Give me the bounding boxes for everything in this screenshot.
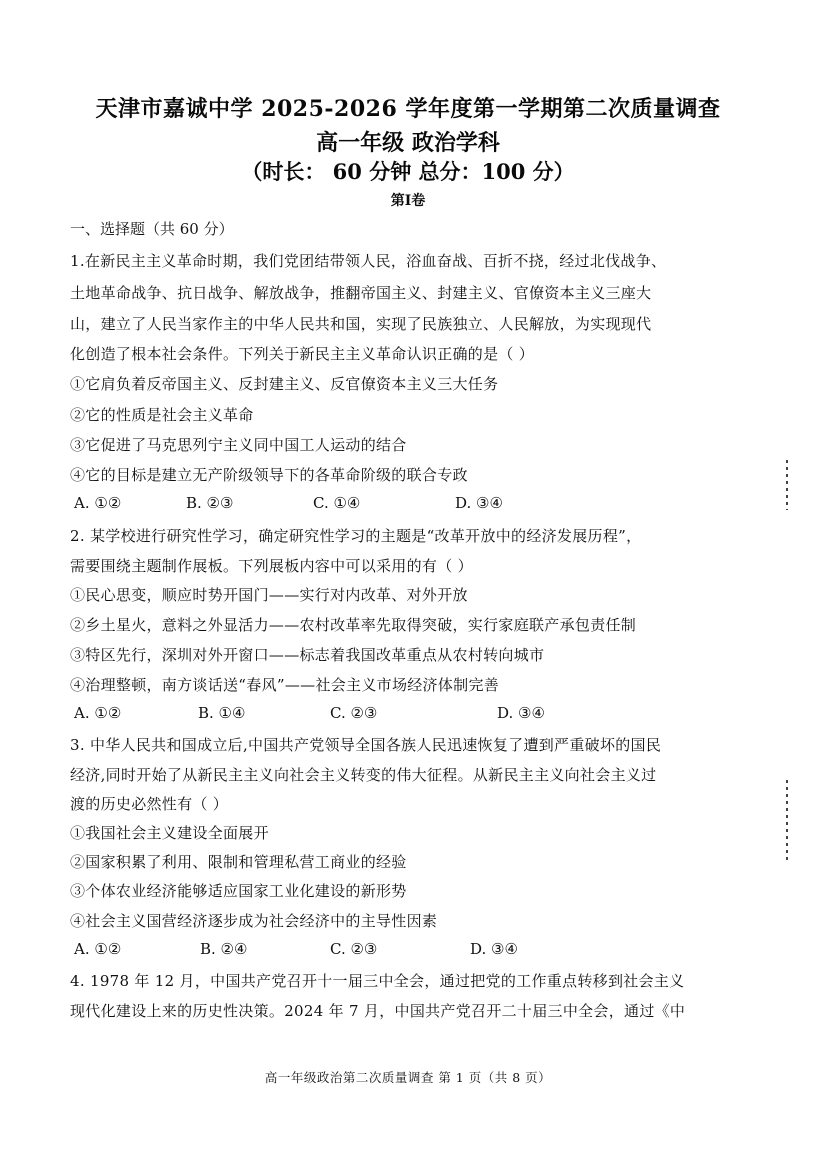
- section-heading: 一、选择题（共 60 分）: [70, 220, 234, 238]
- answer-option: A. ①②: [74, 494, 122, 512]
- answer-option: A. ①②: [74, 940, 122, 958]
- volume-label: 第Ⅰ卷: [390, 193, 426, 209]
- answer-option: C. ②③: [330, 940, 378, 958]
- answer-option: C. ②③: [330, 704, 378, 722]
- answer-option: D. ③④: [455, 494, 503, 512]
- document-subtitle: 高一年级 政治学科: [316, 130, 500, 156]
- question-statement: ④它的目标是建立无产阶级领导下的各革命阶级的联合专政: [70, 466, 468, 484]
- answer-option: B. ②③: [186, 494, 234, 512]
- page-footer: 高一年级政治第二次质量调查 第 1 页（共 8 页）: [264, 1070, 552, 1085]
- question-statement: ①它肩负着反帝国主义、反封建主义、反官僚资本主义三大任务: [70, 375, 499, 393]
- answer-option: C. ①④: [313, 494, 361, 512]
- question-line: 化创造了根本社会条件。下列关于新民主主义革命认识正确的是（ ）: [70, 345, 535, 363]
- answer-option: D. ③④: [470, 940, 518, 958]
- scan-edge-mark: [786, 460, 788, 510]
- question-statement: ④治理整顿，南方谈话送“春风”——社会主义市场经济体制完善: [70, 676, 500, 694]
- question-statement: ①民心思变，顺应时势开国门——实行对内改革、对外开放: [70, 586, 468, 604]
- answer-option: B. ①④: [198, 704, 246, 722]
- question-statement: ③特区先行，深圳对外开窗口——标志着我国改革重点从农村转向城市: [70, 646, 545, 664]
- question-line: 2. 某学校进行研究性学习，确定研究性学习的主题是“改革开放中的经济发展历程”，: [70, 527, 642, 545]
- question-line: 山，建立了人民当家作主的中华人民共和国，实现了民族独立、人民解放，为实现现代: [70, 315, 652, 333]
- answer-option: A. ①②: [74, 704, 122, 722]
- question-line: 渡的历史必然性有（ ）: [70, 795, 229, 813]
- question-line: 现代化建设上来的历史性决策。2024 年 7 月，中国共产党召开二十届三中全会，通过《中: [70, 1002, 686, 1020]
- question-line: 需要围绕主题制作展板。下列展板内容中可以采用的有（ ）: [70, 557, 473, 575]
- answer-option: D. ③④: [497, 704, 545, 722]
- question-statement: ②乡土星火，意料之外显活力——农村改革率先取得突破，实行家庭联产承包责任制: [70, 616, 637, 634]
- scan-edge-mark: [786, 780, 788, 860]
- answer-option: B. ②④: [200, 940, 248, 958]
- document-title: 天津市嘉诚中学 2025-2026 学年度第一学期第二次质量调查: [95, 96, 721, 122]
- question-line: 3. 中华人民共和国成立后,中国共产党领导全国各族人民迅速恢复了遭到严重破坏的国民: [70, 736, 662, 754]
- exam-meta: （时长： 60 分钟 总分：100 分）: [241, 159, 575, 184]
- question-line: 土地革命战争、抗日战争、解放战争，推翻帝国主义、封建主义、官僚资本主义三座大: [70, 284, 652, 302]
- question-statement: ②它的性质是社会主义革命: [70, 406, 254, 424]
- question-statement: ③个体农业经济能够适应国家工业化建设的新形势: [70, 882, 407, 900]
- question-line: 4. 1978 年 12 月，中国共产党召开十一届三中全会，通过把党的工作重点转移到社会主义: [70, 972, 685, 990]
- question-statement: ①我国社会主义建设全面展开: [70, 824, 269, 842]
- question-statement: ②国家积累了利用、限制和管理私营工商业的经验: [70, 853, 407, 871]
- question-statement: ③它促进了马克思列宁主义同中国工人运动的结合: [70, 436, 407, 454]
- question-statement: ④社会主义国营经济逐步成为社会经济中的主导性因素: [70, 912, 438, 930]
- question-line: 经济,同时开始了从新民主主义向社会主义转变的伟大征程。从新民主主义向社会主义过: [70, 766, 657, 784]
- question-line: 1.在新民主主义革命时期，我们党团结带领人民，浴血奋战、百折不挠，经过北伐战争、: [70, 252, 667, 270]
